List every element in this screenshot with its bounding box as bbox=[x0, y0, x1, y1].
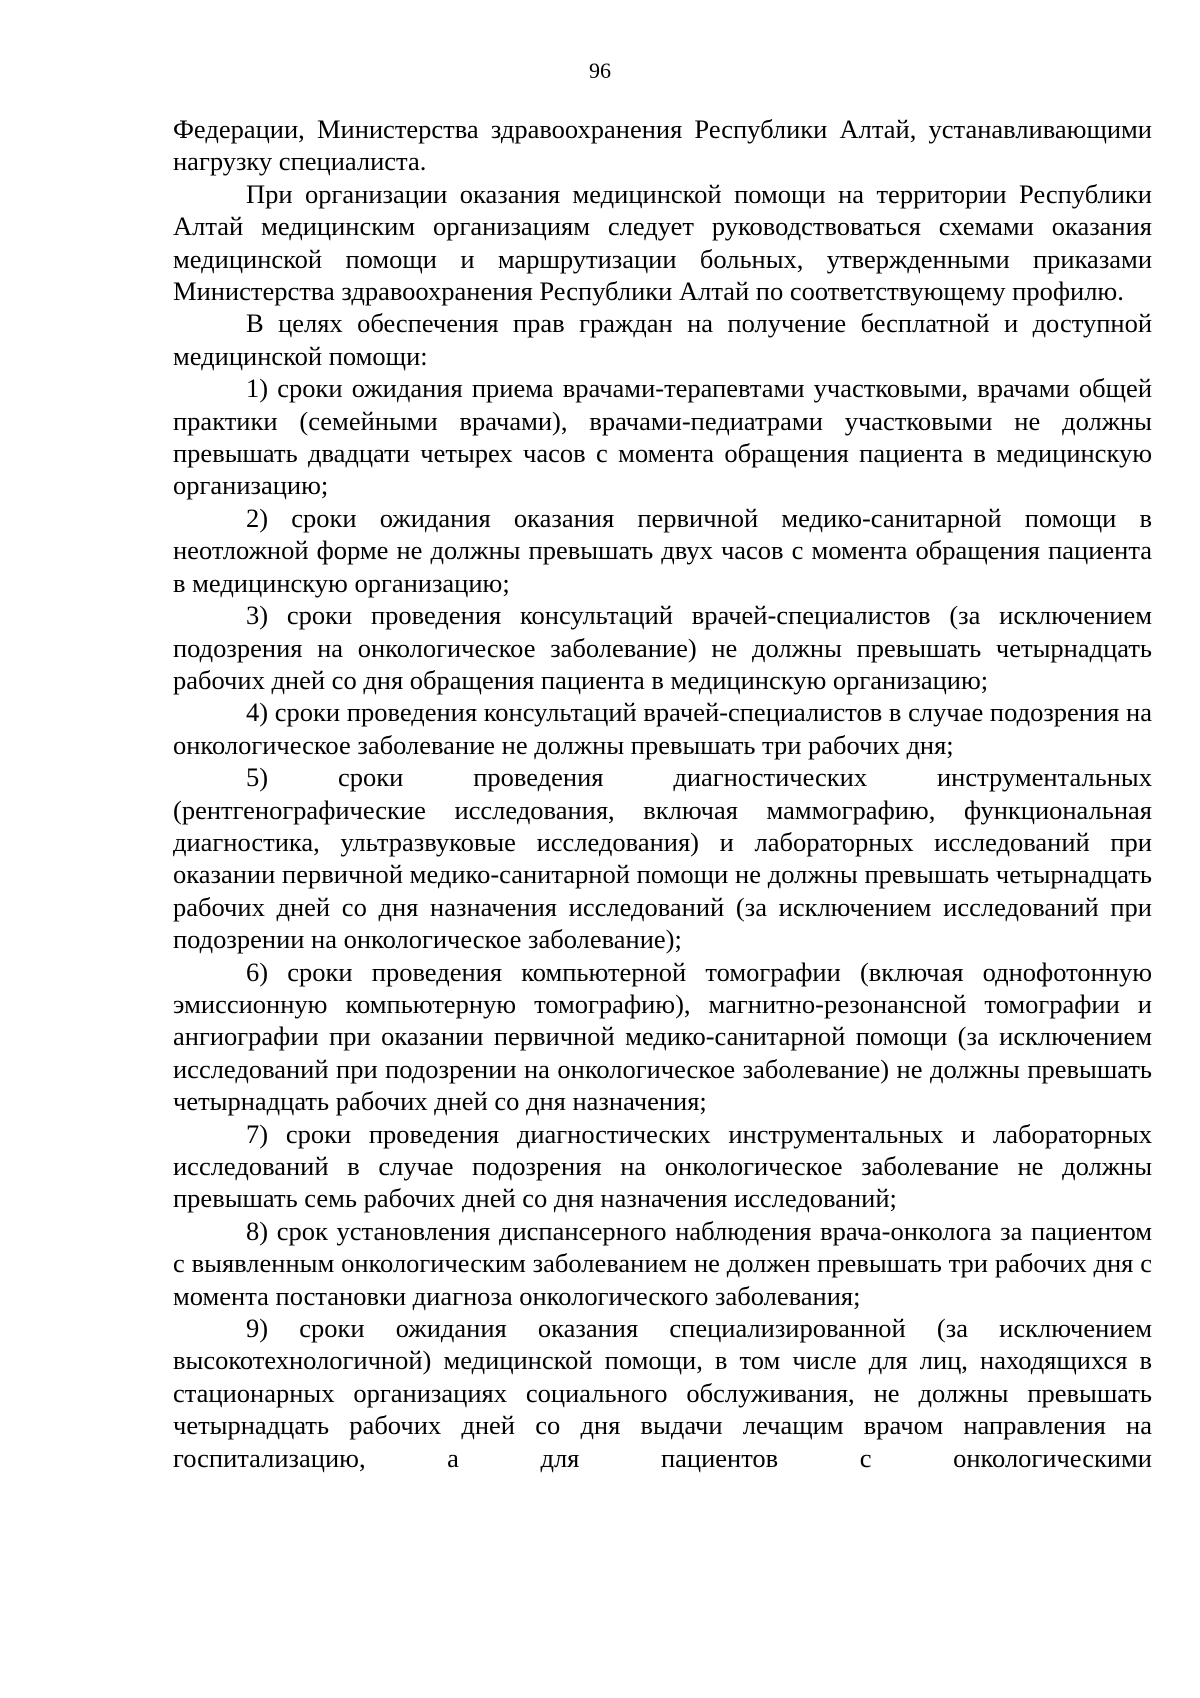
list-item: 9) сроки ожидания оказания специализированной (за исключением высокотехнологичной) медицинской помощи, в том числе для лиц, находящихся в стационарных организациях социального обслуживания, не должны превышать четырнадцать рабочих дней со дня выдачи лечащим врачом направления на госпитализацию, а для пациентов с онкологическими bbox=[173, 1313, 1152, 1473]
list-item: 3) сроки проведения консультаций врачей-специалистов (за исключением подозрения на онкологическое заболевание) не должны превышать четырнадцать рабочих дней со дня обращения пациента в медицинскую организацию; bbox=[173, 600, 1152, 695]
paragraph: При организации оказания медицинской помощи на территории Республики Алтай медицинским организациям следует руководствоваться схемами оказания медицинской помощи и маршрутизации больных, утвержденными приказами Министерства здравоохранения Республики Алтай по соответствующему профилю. bbox=[173, 178, 1152, 307]
paragraph: Федерации, Министерства здравоохранения Республики Алтай, устанавливающими нагрузку специалиста. bbox=[173, 114, 1152, 177]
list-item: 4) сроки проведения консультаций врачей-специалистов в случае подозрения на онкологическое заболевание не должны превышать три рабочих дня; bbox=[173, 697, 1152, 760]
list-item: 8) срок установления диспансерного наблюдения врача-онколога за пациентом с выявленным онкологическим заболеванием не должен превышать три рабочих дня с момента постановки диагноза онкологического заболевания; bbox=[173, 1215, 1152, 1311]
page-number: 96 bbox=[589, 58, 611, 83]
list-item: 2) сроки ожидания оказания первичной медико-санитарной помощи в неотложной форме не должны превышать двух часов с момента обращения пациента в медицинскую организацию; bbox=[173, 502, 1152, 598]
paragraph: В целях обеспечения прав граждан на получение бесплатной и доступной медицинской помощи: bbox=[173, 308, 1152, 371]
list-item: 1) сроки ожидания приема врачами-терапевтами участковыми, врачами общей практики (семейными врачами), врачами-педиатрами участковыми не должны превышать двадцати четырех часов с момента обращения пациента в медицинскую организацию; bbox=[173, 373, 1152, 501]
list-item: 5) сроки проведения диагностических инструментальных (рентгенографические исследования, включая маммографию, функциональная диагностика, ультразвуковые исследования) и лабораторных исследований при оказании первичной медико-санитарной помощи не должны превышать четырнадцать рабочих дней со дня назначения исследований (за исключением исследований при подозрении на онкологическое заболевание); bbox=[173, 762, 1152, 955]
document-body bbox=[173, 113, 1152, 1474]
list-item: 7) сроки проведения диагностических инструментальных и лабораторных исследований в случае подозрения на онкологическое заболевание не должны превышать семь рабочих дней со дня назначения исследований; bbox=[173, 1118, 1152, 1214]
list-item: 6) сроки проведения компьютерной томографии (включая однофотонную эмиссионную компьютерную томографию), магнитно-резонансной томографии и ангиографии при оказании первичной медико-санитарной помощи (за исключением исследований при подозрении на онкологическое заболевание) не должны превышать четырнадцать рабочих дней со дня назначения; bbox=[173, 956, 1152, 1117]
